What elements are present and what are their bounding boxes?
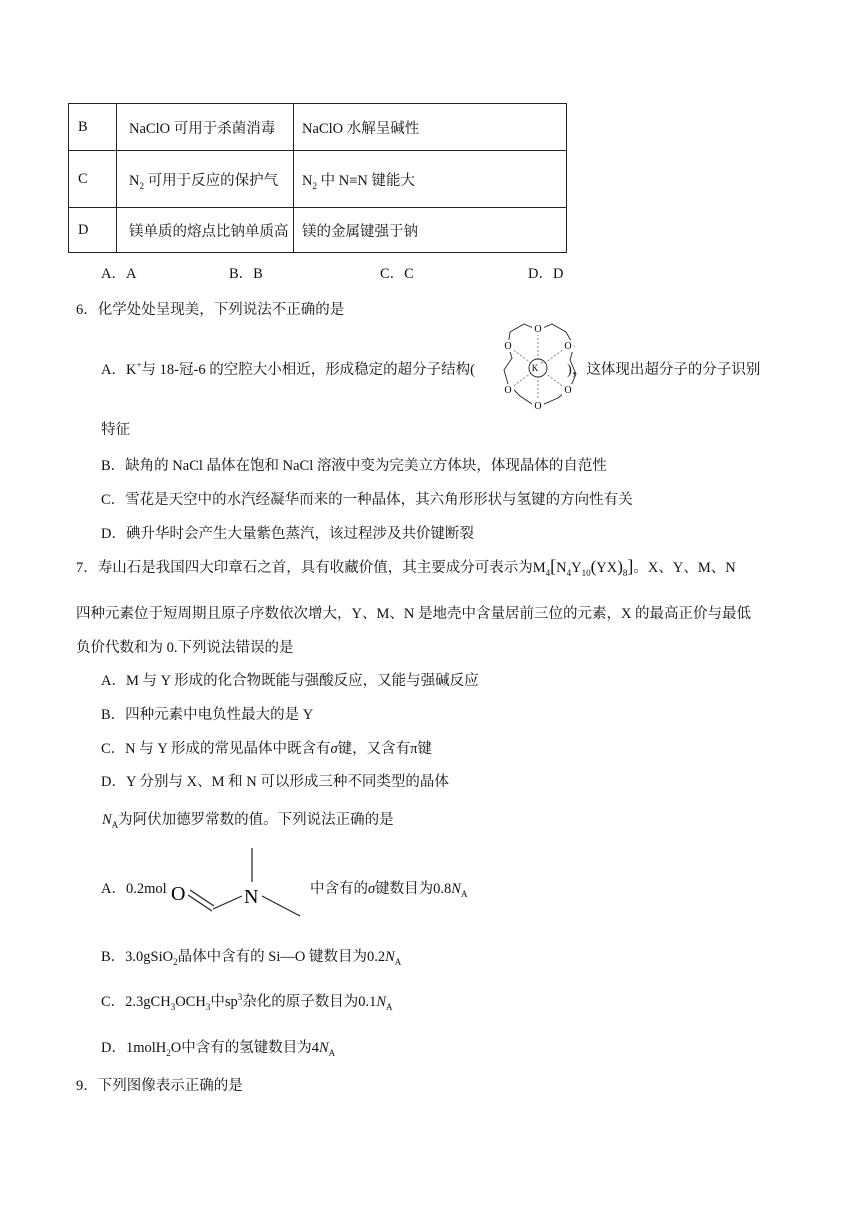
row-statement: 镁单质的熔点比钠单质高: [117, 208, 294, 253]
oxygen-atom: O: [171, 883, 186, 905]
q7-option-a: A．M 与 Y 形成的化合物既能与强酸反应，又能与强碱反应: [101, 673, 479, 689]
row-letter: C: [69, 151, 117, 208]
answer-table: [68, 103, 567, 253]
crown-oxygen: O: [534, 401, 542, 412]
crown-oxygen: O: [564, 341, 572, 352]
q5-option-b: B．B: [229, 266, 263, 282]
mineral-formula: $M_4[N_4Y_{10}(YX)_8]$: [532, 556, 634, 578]
row-statement: NaClO 可用于杀菌消毒: [117, 104, 294, 151]
crown-oxygen: O: [534, 324, 542, 335]
q7-stem-line3: 负价代数和为 0.下列说法错误的是: [76, 640, 294, 656]
q8-option-a: A．0.2mol: [101, 881, 167, 897]
crown-oxygen: O: [504, 385, 512, 396]
row-reason: $N_2$ 中 N≡N 键能大: [294, 151, 567, 208]
table-row: [69, 104, 567, 151]
q6-stem: 6．化学处处呈现美，下列说法不正确的是: [76, 302, 345, 318]
row-letter: B: [69, 104, 117, 151]
q5-option-c: C．C: [380, 266, 414, 282]
q8-option-b: B．3.0gSiO$_2$晶体中含有的 Si—O 键数目为$0.2N_A$: [101, 949, 402, 967]
q6-option-a-cont: 特征: [101, 422, 130, 438]
row-letter: D: [69, 208, 117, 253]
row-statement: $N_2$ 可用于反应的保护气: [117, 151, 294, 208]
nitrogen-atom: N: [244, 886, 259, 908]
crown-potassium: K: [531, 363, 539, 373]
q7-option-b: B．四种元素中电负性最大的是 Y: [101, 707, 314, 723]
q9-stem: 9．下列图像表示正确的是: [76, 1078, 243, 1094]
q8-option-d: D．1molH$_2$O中含有的氢键数目为$4N_A$: [101, 1040, 336, 1058]
q7-option-c: C．N 与 Y 形成的常见晶体中既含有σ键，又含有π键: [101, 741, 432, 757]
row-reason: NaClO 水解呈碱性: [294, 104, 567, 151]
q8-stem: $N_A$为阿伏加德罗常数的值。下列说法正确的是: [102, 812, 394, 830]
crown-ether-structure: [494, 318, 588, 414]
q6-option-d: D．碘升华时会产生大量紫色蒸汽，该过程涉及共价键断裂: [101, 526, 474, 542]
q5-option-a: A．A: [101, 266, 137, 282]
dmf-structure: [166, 844, 306, 920]
row-reason: 镁的金属键强于钠: [294, 208, 567, 253]
q5-option-d: D．D: [528, 266, 564, 282]
q7-stem-line2: 四种元素位于短周期且原子序数依次增大，Y、M、N 是地壳中含量居前三位的元素，X 的最高正价与最低: [76, 606, 752, 622]
crown-potassium-charge: +: [540, 361, 544, 367]
q8-option-c: C．$2.3gCH_3OCH_3$中$sp^3$杂化的原子数目为$0.1N_A$: [101, 992, 393, 1012]
q6-option-a: A．K+与 18-冠-6 的空腔大小相近，形成稳定的超分子结构( )，这体现出超分子的分子识别: [101, 360, 761, 378]
table-row: [69, 208, 567, 253]
q7-option-d: D．Y 分别与 X、M 和 N 可以形成三种不同类型的晶体: [101, 774, 449, 790]
q6-option-b: B．缺角的 NaCl 晶体在饱和 NaCl 溶液中变为完美立方体块，体现晶体的自范性: [101, 458, 607, 474]
q7-stem-line1: 7．寿山石是我国四大印章石之首，具有收藏价值，其主要成分可表示为$M_4[N_4Y_{10}(YX)_8]$。X、Y、M、N: [76, 556, 736, 578]
crown-oxygen: O: [504, 341, 512, 352]
q6-option-c: C．雪花是天空中的水汽经凝华而来的一种晶体，其六角形形状与氢键的方向性有关: [101, 492, 633, 508]
table-row: [69, 151, 567, 208]
q8-option-a-tail: 中含有的σ键数目为$0.8N_A$: [310, 881, 468, 899]
crown-oxygen: O: [564, 385, 572, 396]
